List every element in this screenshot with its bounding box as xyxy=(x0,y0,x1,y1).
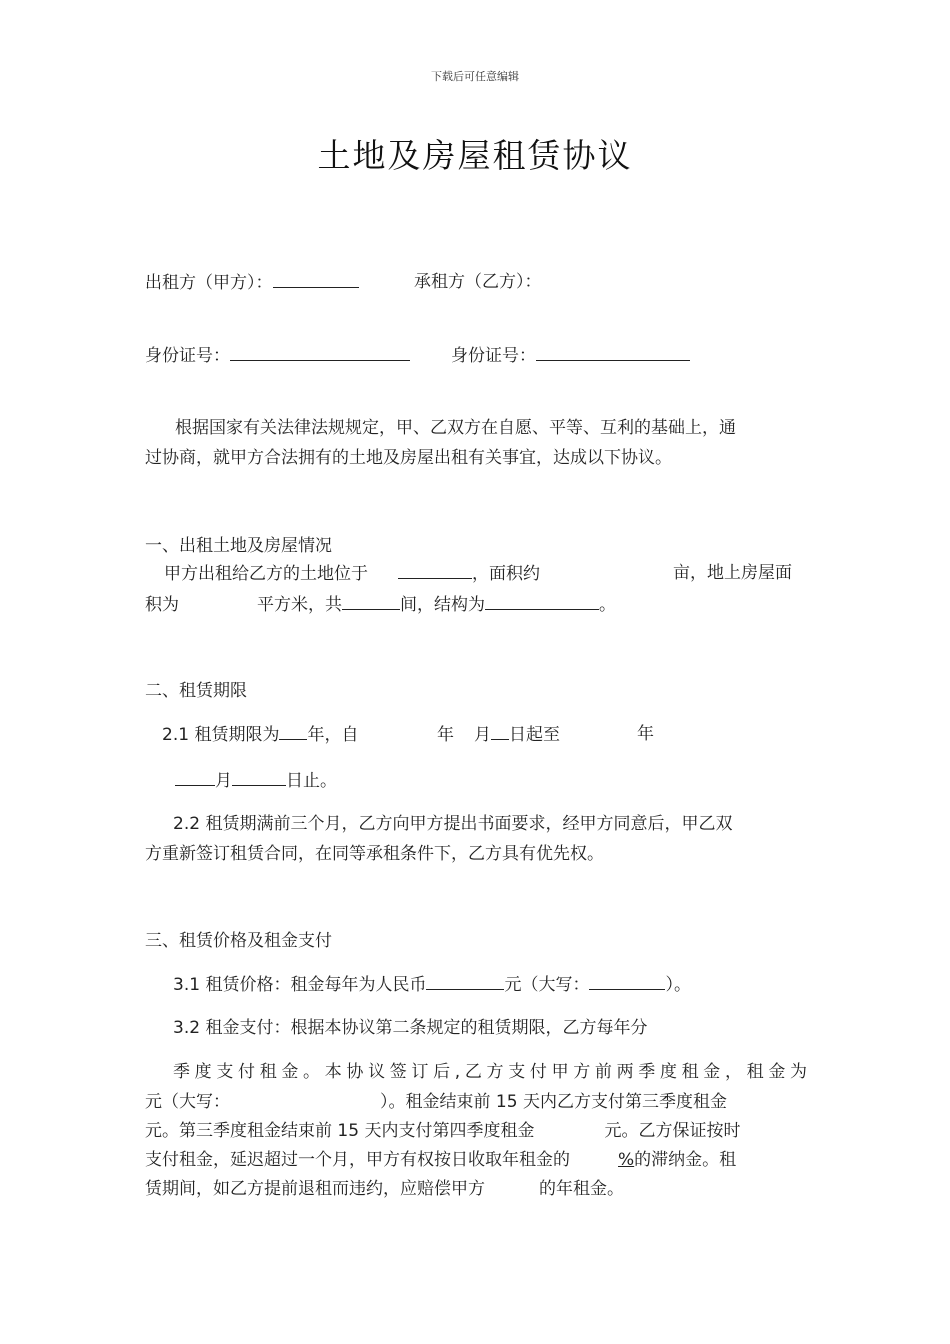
third-quarter-text: ）。租金结束前 15 天内乙方支付第三季度租金 xyxy=(380,1092,727,1112)
lessor-label: 出租方（甲方）： xyxy=(145,273,273,293)
s3-p3-line-5 xyxy=(145,1174,624,1204)
s1-text-area: ，面积约 xyxy=(472,564,540,584)
s3-p3-line-4 xyxy=(145,1145,736,1175)
rent-words-blank[interactable] xyxy=(589,969,665,990)
s2-start-date xyxy=(437,719,560,750)
intro-line-1: 根据国家有关法律法规规定，甲、乙双方在自愿、平等、互利的基础上，通 xyxy=(175,418,736,438)
s3-p3-line-2 xyxy=(145,1087,727,1117)
term-from-text: 年，自 xyxy=(307,725,359,745)
intro-line-2: 过协商，就甲方合法拥有的土地及房屋出租有关事宜，达成以下协议。 xyxy=(145,448,672,468)
late-fee-text: 支付租金，延迟超过一个月，甲方有权按日收取年租金的 xyxy=(145,1150,570,1170)
lessor-id-blank[interactable] xyxy=(230,340,410,361)
fourth-quarter-text: 元。第三季度租金结束前 15 天内支付第四季度租金 xyxy=(145,1121,535,1141)
section-3-heading: 三、租赁价格及租金支付 xyxy=(145,931,332,951)
s2-p1-line-2 xyxy=(175,765,337,796)
term-text: 2.1 租赁期限为 xyxy=(162,725,280,745)
start-month-label: 月 xyxy=(474,725,491,745)
s3-p3-line-1: 季度支付租金。本协议签订后,乙方支付甲方前两季度租金，租金为 xyxy=(173,1062,807,1082)
end-day-label: 日止。 xyxy=(286,771,337,791)
end-day-blank[interactable] xyxy=(232,765,286,786)
structure-blank[interactable] xyxy=(485,589,599,610)
lessor-line xyxy=(145,267,359,298)
end-month-blank[interactable] xyxy=(175,765,215,786)
location-blank[interactable] xyxy=(398,558,472,579)
s3-p3-line-3 xyxy=(145,1116,740,1146)
lessee-id-line xyxy=(451,340,690,371)
end-year-label: 年 xyxy=(637,724,654,744)
s2-p1-line-1 xyxy=(162,719,358,750)
section-2-heading: 二、租赁期限 xyxy=(145,681,247,701)
s1-line-1 xyxy=(164,558,540,589)
lessor-id-line xyxy=(145,340,410,371)
lessor-name-blank[interactable] xyxy=(273,267,359,288)
rent-end-text: ）。 xyxy=(665,975,691,995)
section-1-heading: 一、出租土地及房屋情况 xyxy=(145,536,332,556)
lessor-id-label: 身份证号： xyxy=(145,346,230,366)
start-day-blank[interactable] xyxy=(491,719,509,740)
penalty-text: 赁期间，如乙方提前退租而违约，应赔偿甲方 xyxy=(145,1179,485,1199)
lessee-line xyxy=(414,267,542,297)
on-time-text: 元。乙方保证按时 xyxy=(604,1121,741,1141)
s2-p2-line-1: 2.2 租赁期满前三个月，乙方向甲方提出书面要求，经甲方同意后，甲乙双 xyxy=(173,814,733,834)
rent-text: 3.1 租赁价格：租金每年为人民币 xyxy=(173,975,427,995)
term-years-blank[interactable] xyxy=(279,719,307,740)
lessee-id-blank[interactable] xyxy=(536,340,690,361)
s2-p2-line-2: 方重新签订租赁合同，在同等承租条件下，乙方具有优先权。 xyxy=(145,844,604,864)
start-day-label: 日起至 xyxy=(509,725,560,745)
rent-amount-blank[interactable] xyxy=(426,969,504,990)
page-header: 下载后可任意编辑 xyxy=(431,70,519,83)
s1-text-structure: 间，结构为 xyxy=(400,595,485,615)
document-title: 土地及房屋租赁协议 xyxy=(317,136,633,175)
s1-text-location: 甲方出租给乙方的土地位于 xyxy=(164,564,368,584)
s1-text-rooms: 平方米，共 xyxy=(257,595,342,615)
lessee-id-label: 身份证号： xyxy=(451,346,536,366)
first-payment-words-text: 元（大写： xyxy=(145,1092,230,1112)
s1-line-1-tail: 亩，地上房屋面 xyxy=(673,563,792,583)
rent-words-text: 元（大写： xyxy=(504,975,590,995)
rooms-blank[interactable] xyxy=(342,589,400,610)
s1-text-building-area: 积为 xyxy=(145,595,179,615)
lessee-label: 承租方（乙方）： xyxy=(414,272,542,292)
start-year-label: 年 xyxy=(437,725,454,745)
late-fee-tail-text: 的滞纳金。租 xyxy=(634,1150,737,1170)
late-fee-percent: % xyxy=(618,1150,635,1170)
s3-p2: 3.2 租金支付：根据本协议第二条规定的租赁期限，乙方每年分 xyxy=(173,1018,648,1038)
s1-line-2 xyxy=(145,589,616,620)
s3-p1 xyxy=(173,969,691,1000)
penalty-tail-text: 的年租金。 xyxy=(539,1179,624,1199)
s1-text-end: 。 xyxy=(599,595,616,615)
end-month-label: 月 xyxy=(215,771,232,791)
